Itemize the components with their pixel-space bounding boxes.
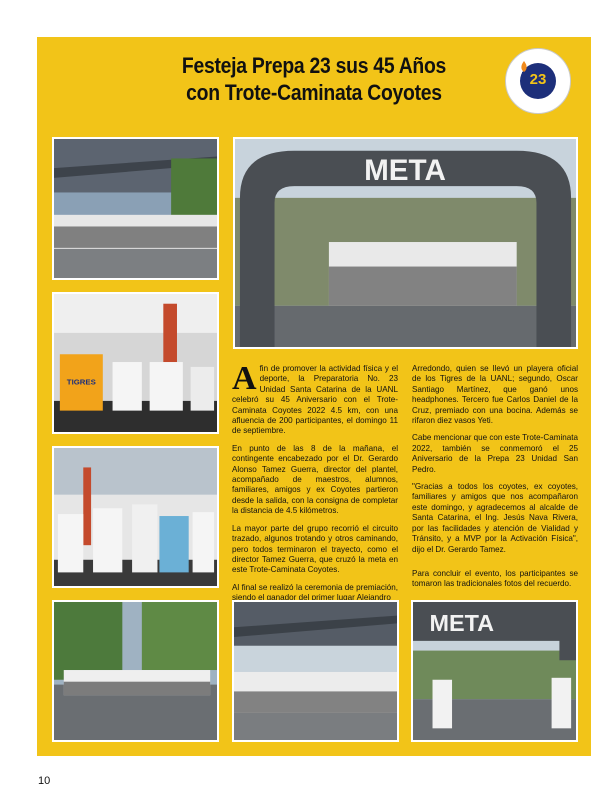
paragraph-1-text: fin de promover la actividad física y el deporte, la Preparatoria No. 23 Unidad Santa Catarina de la UANL celebró su 45 Aniversario con el Trote-Caminata Coyotes 2022 4.5 km, con una afluencia de 200 participantes, el domingo 11 de septiembre. bbox=[232, 364, 398, 436]
title-line-2: con Trote-Caminata Coyotes bbox=[186, 80, 442, 105]
title-line-1: Festeja Prepa 23 sus 45 Años bbox=[181, 53, 447, 78]
logo-number: 23 bbox=[529, 71, 547, 88]
arch-label: META bbox=[364, 154, 446, 188]
photo-group-final bbox=[232, 600, 399, 742]
school-logo bbox=[505, 48, 571, 114]
article-paragraph-7: "Gracias a todos los coyotes, ex coyotes, familiares y amigos que nos acompañaron este domingo, y agradecemos al alcalde de Santa Catarina, el Ing. Jesús Nava Rivera, por las facilidades y atención de Vialidad y Tránsito, y a MVP por la Activación Física", dijo el Dr. Gerardo Tamez. bbox=[412, 482, 578, 554]
article-paragraph-5: Arredondo, quien se llevó un playera oficial de los Tigres de la UANL; segundo, Oscar Santiago Martínez, que ganó unos headphones. Tercero fue Carlos Daniel de la Cruz, premiado con una bocina. Además se rifaron diez vasos Yeti. bbox=[412, 364, 578, 426]
article-column-right bbox=[412, 364, 578, 597]
jersey-label: TIGRES bbox=[66, 377, 96, 387]
article-paragraph-1 bbox=[232, 360, 398, 437]
drop-cap: A bbox=[232, 360, 257, 397]
article-paragraph-4: Al final se realizó la ceremonia de premiación, siendo el ganador del primer lugar Alejandro bbox=[232, 582, 398, 603]
photo-finish-arch-runner bbox=[411, 600, 578, 742]
page-number: 10 bbox=[38, 775, 51, 787]
photo-group-canopy bbox=[52, 137, 219, 280]
article-paragraph-8: Para concluir el evento, los participantes se tomaron las tradicionales fotos del recuerdo. bbox=[412, 568, 578, 589]
article-paragraph-3: La mayor parte del grupo recorrió el circuito trazado, algunos trotando y otros caminando, pero todos terminaron el trayecto, como el director Tamez Guerra, que cruzó la meta en este Trote-Caminata Coyotes. bbox=[232, 523, 398, 575]
article-paragraph-2: En punto de las 8 de la mañana, el contingente encabezado por el Dr. Gerardo Alonso Tamez Guerra, director del plantel, acompañado de maestros, alumnos, familiares, amigos y ex Coyotes partieron desde la salida, con la consigna de completar la distancia de 4.5 kilómetros. bbox=[232, 443, 398, 516]
arch-label-small: META bbox=[429, 610, 495, 637]
article-column-left bbox=[232, 360, 398, 611]
photo-awards bbox=[52, 446, 219, 588]
page-title bbox=[70, 52, 558, 106]
torch-icon bbox=[516, 59, 532, 89]
photo-finish-arch bbox=[233, 137, 578, 349]
photo-runners-street bbox=[52, 600, 219, 742]
article-paragraph-6: Cabe mencionar que con este Trote-Caminata 2022, también se conmemoró el 25 Aniversario de la Prepa 23 Unidad San Pedro. bbox=[412, 433, 579, 474]
photo-tigres-jersey bbox=[52, 292, 219, 434]
